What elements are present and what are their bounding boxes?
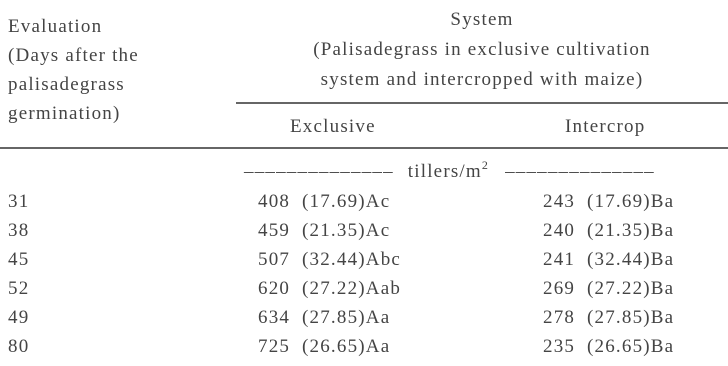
system-title: System	[450, 9, 514, 30]
table-row-day: 31	[8, 191, 30, 212]
table-cell-intercrop: 269 (27.22)Ba	[543, 278, 675, 299]
table-cell-exclusive: 634 (27.85)Aa	[258, 307, 391, 328]
table-row-day: 52	[8, 278, 30, 299]
unit-dashes-right: ––––––––––––––	[505, 161, 655, 182]
unit-line	[244, 159, 655, 185]
evaluation-header-line: Evaluation	[8, 16, 103, 37]
table-row-day: 49	[8, 307, 30, 328]
unit-text: tillers/m	[407, 161, 482, 182]
table-cell-intercrop: 278 (27.85)Ba	[543, 307, 675, 328]
column-header-exclusive: Exclusive	[290, 116, 376, 137]
system-subtitle-line: (Palisadegrass in exclusive cultivation	[313, 39, 651, 60]
table-cell-exclusive: 408 (17.69)Ac	[258, 191, 391, 212]
column-header-intercrop: Intercrop	[565, 116, 646, 137]
table-cell-intercrop: 241 (32.44)Ba	[543, 249, 675, 270]
table-cell-intercrop: 240 (21.35)Ba	[543, 220, 675, 241]
system-header	[236, 5, 728, 95]
system-subtitle-line: system and intercropped with maize)	[320, 69, 644, 90]
table-row-day: 38	[8, 220, 30, 241]
evaluation-header-line: (Days after the	[8, 45, 139, 66]
unit-dashes-left: ––––––––––––––	[244, 161, 394, 182]
unit-superscript: 2	[481, 158, 490, 172]
table-cell-exclusive: 459 (21.35)Ac	[258, 220, 391, 241]
header-bottom-rule	[0, 147, 728, 149]
evaluation-header-line: palisadegrass	[8, 74, 125, 95]
table-row-day: 80	[8, 336, 30, 357]
table-cell-intercrop: 243 (17.69)Ba	[543, 191, 675, 212]
system-underline	[236, 102, 728, 104]
evaluation-header	[8, 12, 139, 128]
table-cell-exclusive: 620 (27.22)Aab	[258, 278, 402, 299]
table-cell-exclusive: 725 (26.65)Aa	[258, 336, 391, 357]
table-row-day: 45	[8, 249, 30, 270]
evaluation-header-line: germination)	[8, 103, 121, 124]
table-cell-exclusive: 507 (32.44)Abc	[258, 249, 402, 270]
table-cell-intercrop: 235 (26.65)Ba	[543, 336, 675, 357]
